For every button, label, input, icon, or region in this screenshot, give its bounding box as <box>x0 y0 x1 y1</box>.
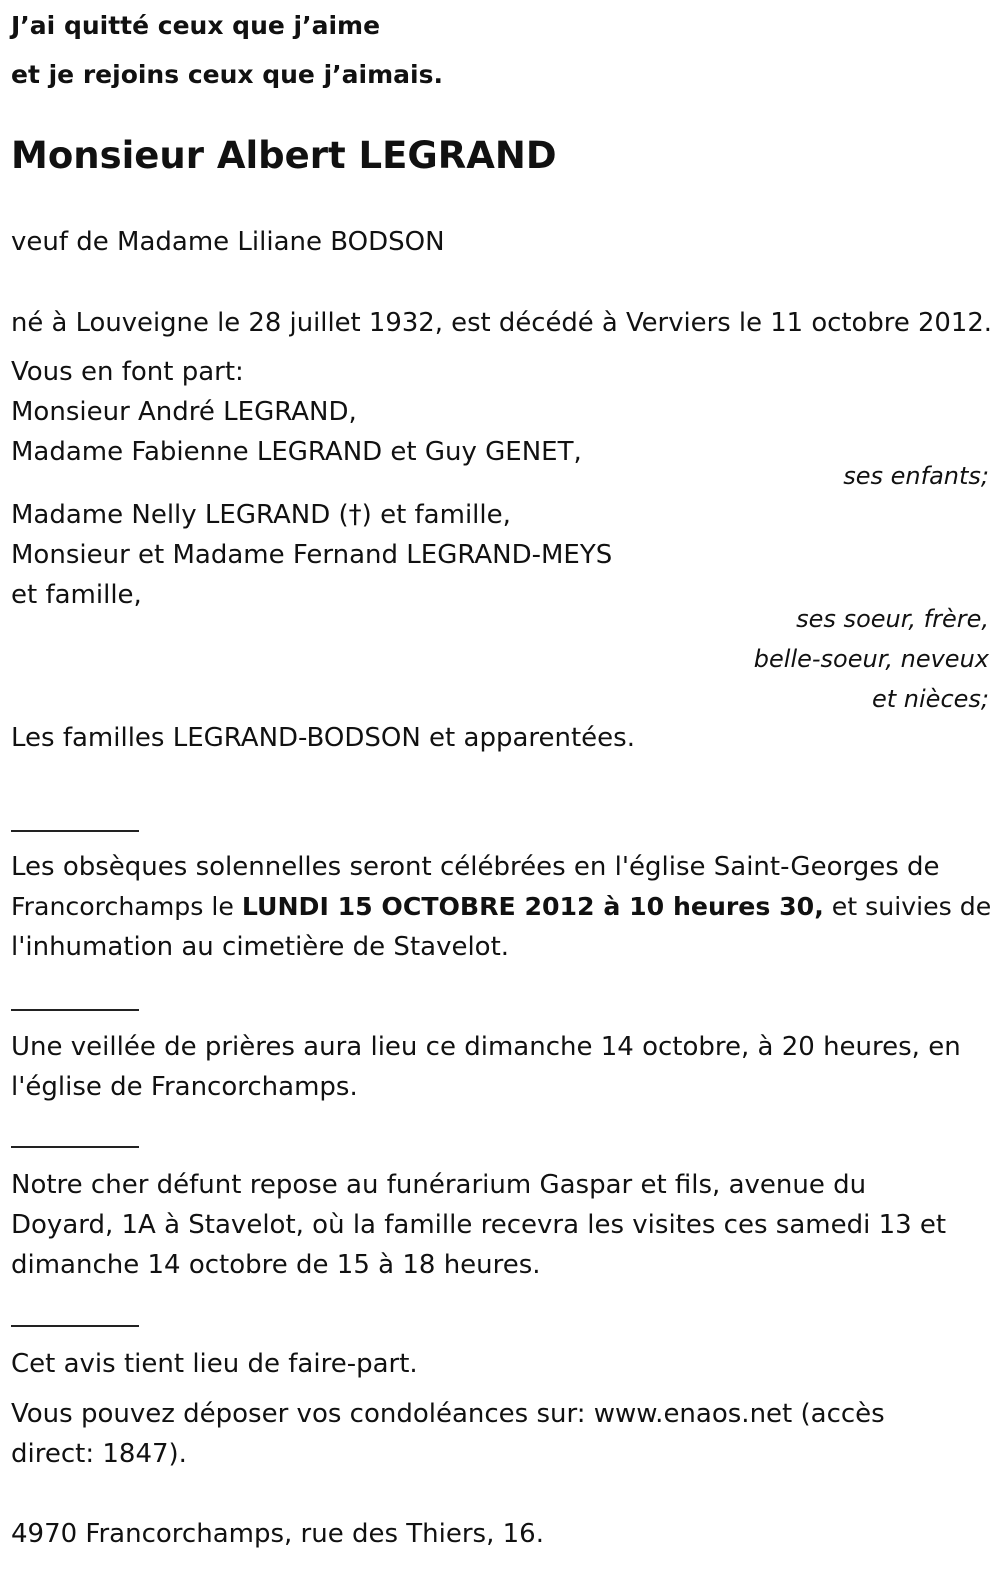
funeral-line-2-start: Francorchamps le <box>11 892 242 921</box>
separator <box>11 1146 139 1148</box>
funeral-date-time: LUNDI 15 OCTOBRE 2012 à 10 heures 30, <box>241 892 824 921</box>
viewing-line-3: dimanche 14 octobre de 15 à 18 heures. <box>11 1250 541 1280</box>
notice-line: Cet avis tient lieu de faire-part. <box>11 1349 418 1379</box>
families-line: Les familles LEGRAND-BODSON et apparentées. <box>11 723 635 753</box>
funeral-line-2-end: et suivies de <box>823 892 992 921</box>
vigil-line-1: Une veillée de prières aura lieu ce dimanche 14 octobre, à 20 heures, en <box>11 1032 961 1062</box>
sibling-3: et famille, <box>11 580 142 610</box>
separator <box>11 1009 139 1011</box>
separator <box>11 1325 139 1327</box>
sibling-2: Monsieur et Madame Fernand LEGRAND-MEYS <box>11 540 613 570</box>
address-line: 4970 Francorchamps, rue des Thiers, 16. <box>11 1519 544 1549</box>
epigraph-line-2: et je rejoins ceux que j’aimais. <box>11 60 443 89</box>
funeral-line-1: Les obsèques solennelles seront célébrées en l'église Saint-Georges de <box>11 852 940 882</box>
siblings-label-2: belle-soeur, neveux <box>753 645 989 673</box>
child-2: Madame Fabienne LEGRAND et Guy GENET, <box>11 437 582 467</box>
birth-death-line: né à Louveigne le 28 juillet 1932, est décédé à Verviers le 11 octobre 2012. <box>11 308 992 338</box>
epigraph-line-1: J’ai quitté ceux que j’aime <box>11 11 381 40</box>
viewing-line-1: Notre cher défunt repose au funérarium Gaspar et fils, avenue du <box>11 1170 867 1200</box>
funeral-line-2 <box>11 887 991 927</box>
child-1: Monsieur André LEGRAND, <box>11 397 357 427</box>
vigil-line-2: l'église de Francorchamps. <box>11 1072 358 1102</box>
deceased-name: Monsieur Albert LEGRAND <box>11 134 557 177</box>
separator <box>11 830 139 832</box>
announcers-intro: Vous en font part: <box>11 357 244 387</box>
children-label: ses enfants; <box>843 462 989 490</box>
condolences-line-2: direct: 1847). <box>11 1439 187 1469</box>
spouse-line: veuf de Madame Liliane BODSON <box>11 227 445 257</box>
siblings-label-1: ses soeur, frère, <box>796 605 989 633</box>
sibling-1: Madame Nelly LEGRAND (†) et famille, <box>11 500 511 530</box>
siblings-label-3: et nièces; <box>872 685 989 713</box>
condolences-line-1: Vous pouvez déposer vos condoléances sur: www.enaos.net (accès <box>11 1399 885 1429</box>
viewing-line-2: Doyard, 1A à Stavelot, où la famille recevra les visites ces samedi 13 et <box>11 1210 947 1240</box>
funeral-line-3: l'inhumation au cimetière de Stavelot. <box>11 932 510 962</box>
